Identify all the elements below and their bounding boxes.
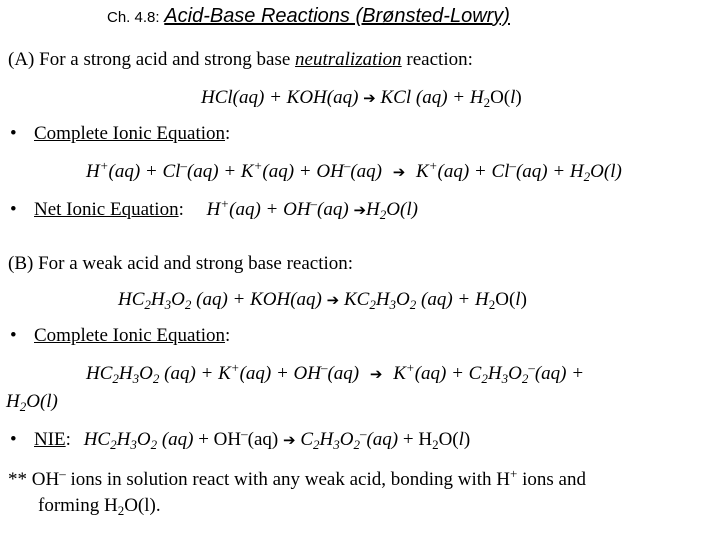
part-b-nie: • NIE: $HC_2H_3O_2$ (aq) + OH–(aq) ➔ $C_2H_3O_2^-(aq) + H_2O(l)$ [10, 426, 471, 452]
arrow-icon: ➔ [392, 163, 406, 181]
net-ionic-equation: H+(aq) + OH–(aq) $➔H_2O(l)$ [206, 196, 418, 222]
part-a-equation: HCl(aq) + KOH(aq) ➔ KCl $(aq) + H_2O(l)$ [201, 87, 522, 110]
page-title [107, 4, 510, 30]
chapter-label: Ch. 4.8: [107, 9, 160, 26]
arrow-icon: ➔ [363, 89, 376, 107]
neutralization-term: neutralization [295, 49, 402, 70]
topic-title: Acid-Base Reactions (Brønsted-Lowry) [164, 5, 510, 27]
nie-equation: $HC_2H_3O_2$ (aq) + OH–(aq) ➔ $C_2H_3O_2^-(aq) + H_2O(l)$ [83, 426, 471, 452]
part-a-intro: (A) For a strong acid and strong base neutralization reaction: [8, 49, 473, 70]
part-b-complete-ionic-equation: $HC_2H_3O_2$ (aq) + K+(aq) + OH–(aq) ➔ $K^+(aq) + C_2H_3O_2^-(aq)$ + [86, 360, 585, 386]
arrow-icon: ➔ [369, 365, 383, 383]
arrow-icon: ➔ [326, 291, 340, 309]
arrow-icon: ➔ [353, 201, 367, 219]
part-b-complete-ionic-wrap: $H_2O(l)$ [6, 391, 58, 414]
part-a-complete-ionic-label: • Complete Ionic Equation: [10, 123, 231, 144]
bullet-icon: • [10, 325, 17, 346]
part-b-intro: (B) For a weak acid and strong base reaction: [8, 253, 354, 274]
footnote-line-2: forming $H_2O(l)$. [38, 495, 161, 518]
part-b-equation: $HC_2H_3O_2$ (aq) + KOH(aq) ➔ $KC_2H_3O_2$ $(aq) + H_2O(l)$ [118, 289, 527, 312]
bullet-icon: • [10, 123, 17, 144]
part-a-complete-ionic-equation: H+(aq) + Cl–(aq) + K+(aq) + OH–(aq) ➔ $K^+(aq) + Cl^-(aq) + H_2O(l)$ [86, 158, 622, 184]
part-b-complete-ionic-label: • Complete Ionic Equation: [10, 325, 231, 346]
part-a-net-ionic: • Net Ionic Equation: H+(aq) + OH–(aq) $➔H_2O(l)$ [10, 196, 418, 222]
bullet-icon: • [10, 199, 17, 220]
arrow-icon: ➔ [282, 431, 296, 449]
footnote-line-1: ** OH– ions in solution react with any weak acid, bonding with H+ ions and [8, 466, 586, 490]
bullet-icon: • [10, 429, 17, 450]
